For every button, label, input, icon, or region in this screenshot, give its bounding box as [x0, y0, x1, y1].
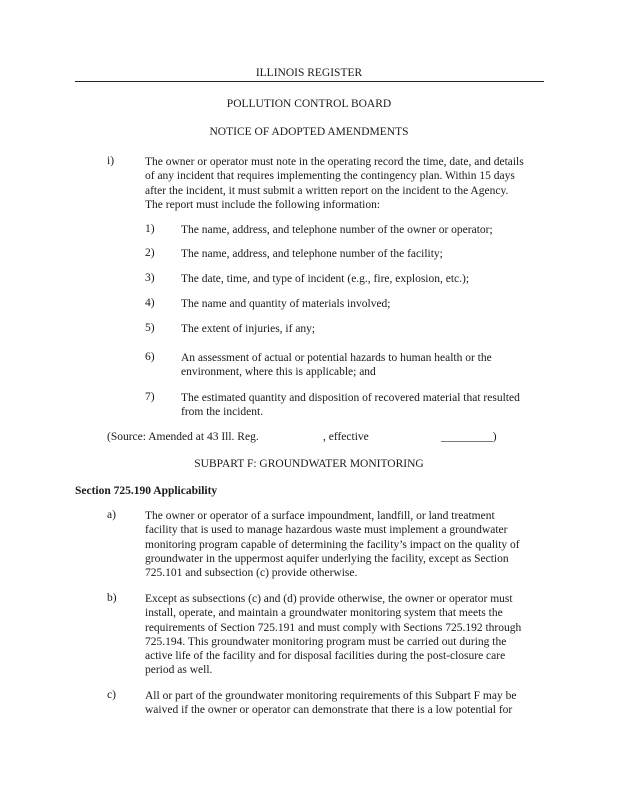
- subitem-7-text: [181, 391, 520, 420]
- text-line: active life of the facility and for disposal facilities during the post-closure care: [145, 650, 506, 663]
- subitem-2-text: [181, 247, 443, 261]
- subitem-7-num: 7): [145, 391, 155, 403]
- text-line: The name, address, and telephone number of the owner or operator;: [181, 224, 493, 236]
- subitem-1-num: 1): [145, 223, 155, 235]
- header-rule: [75, 81, 544, 82]
- subitem-3-text: [181, 272, 469, 286]
- text-line: install, operate, and maintain a groundwater monitoring system that meets the: [145, 607, 503, 620]
- item-a-text: [145, 509, 520, 580]
- text-line: The owner or operator must note in the operating record the time, date, and details: [145, 156, 524, 168]
- text-line: of any incident that requires implementing the contingency plan. Within 15 days: [145, 170, 515, 183]
- board-title: POLLUTION CONTROL BOARD: [226, 98, 392, 110]
- register-title: ILLINOIS REGISTER: [255, 67, 363, 79]
- subitem-4-num: 4): [145, 297, 155, 309]
- item-b-text: [145, 592, 521, 678]
- source-text: (Source: Amended at 43 Ill. Reg.: [107, 431, 259, 443]
- item-c-text: [145, 689, 516, 718]
- text-line: groundwater in the uppermost aquifer underlying the facility, except as Section: [145, 552, 509, 565]
- text-line: requirements of Section 725.191 and must comply with Sections 725.192 through: [145, 621, 522, 634]
- text-line: facility that is used to manage hazardous waste must implement a groundwater: [145, 524, 508, 537]
- text-line: waived if the owner or operator can demonstrate that there is a low potential for: [145, 704, 513, 717]
- subitem-2-num: 2): [145, 247, 155, 259]
- text-line: after the incident, it must submit a written report on the incident to the Agency.: [145, 184, 509, 197]
- text-line: from the incident.: [181, 406, 264, 419]
- text-line: period as well.: [145, 664, 213, 677]
- item-i-label: i): [107, 155, 115, 167]
- text-line: The report must include the following information:: [145, 198, 381, 211]
- text-line: The extent of injuries, if any;: [181, 323, 316, 335]
- text-line: The name, address, and telephone number of the facility;: [181, 248, 443, 260]
- item-a-label: a): [107, 509, 116, 521]
- subitem-5-text: [181, 322, 315, 336]
- text-line: 725.101 and subsection (c) provide otherwise.: [145, 567, 358, 580]
- text-line: The estimated quantity and disposition of recovered material that resulted: [181, 392, 520, 404]
- subitem-4-text: [181, 297, 391, 311]
- text-line: monitoring program capable of determining the facility’s impact on the quality of: [145, 538, 520, 551]
- subitem-1-text: [181, 223, 493, 237]
- text-line: The name and quantity of materials involved;: [181, 298, 391, 310]
- subitem-6-num: 6): [145, 351, 155, 363]
- subpart-title: SUBPART F: GROUNDWATER MONITORING: [194, 458, 424, 470]
- text-line: The date, time, and type of incident (e.g., fire, explosion, etc.);: [181, 273, 470, 285]
- text-line: environment, where this is applicable; and: [181, 366, 376, 379]
- item-i-text: [145, 155, 524, 212]
- text-line: 725.194. This groundwater monitoring program must be carried out during the: [145, 635, 507, 648]
- source-close: _________): [441, 431, 497, 443]
- item-b-label: b): [107, 592, 117, 604]
- text-line: Except as subsections (c) and (d) provide otherwise, the owner or operator must: [145, 593, 513, 605]
- subitem-5-num: 5): [145, 322, 155, 334]
- notice-title: NOTICE OF ADOPTED AMENDMENTS: [209, 126, 409, 138]
- text-line: The owner or operator of a surface impoundment, landfill, or land treatment: [145, 510, 495, 522]
- text-line: An assessment of actual or potential hazards to human health or the: [181, 352, 492, 364]
- item-c-label: c): [107, 689, 116, 701]
- source-effective: , effective: [323, 431, 369, 443]
- section-heading: Section 725.190 Applicability: [75, 485, 218, 497]
- subitem-3-num: 3): [145, 272, 155, 284]
- text-line: All or part of the groundwater monitoring requirements of this Subpart F may be: [145, 690, 517, 702]
- subitem-6-text: [181, 351, 492, 380]
